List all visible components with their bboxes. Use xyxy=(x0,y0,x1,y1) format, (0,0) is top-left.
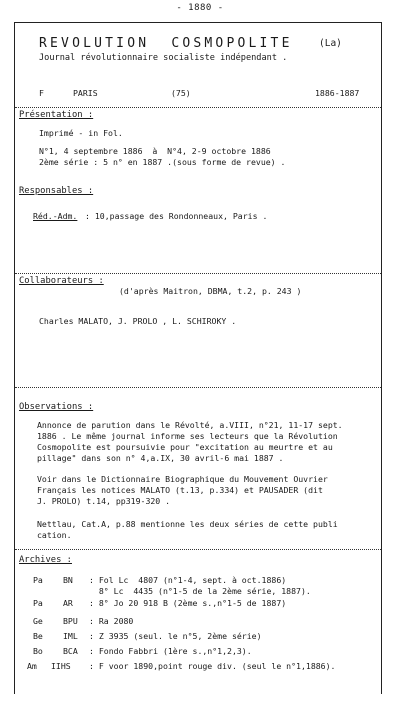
responsables-label: Réd.-Adm. xyxy=(33,211,78,221)
archive-location: Be xyxy=(33,631,43,641)
presentation-line: 2ème série : 5 n° en 1887 .(sous forme de revue) . xyxy=(39,157,286,167)
observation-line: Annonce de parution dans le Révolté, a.VIII, n°21, 11-17 sept. xyxy=(37,420,343,430)
archive-library: IML xyxy=(63,631,78,641)
responsables-heading: Responsables : xyxy=(19,186,94,196)
archive-location: Pa xyxy=(33,598,43,608)
years: 1886-1887 xyxy=(315,88,360,98)
archive-library: BPU xyxy=(63,616,78,626)
divider xyxy=(15,387,381,388)
page-number: - 1880 - xyxy=(176,3,224,13)
archive-location: Ge xyxy=(33,616,43,626)
journal-title-suffix: (La) xyxy=(319,38,342,49)
divider xyxy=(15,549,381,550)
collaborateurs-source: (d'après Maitron, DBMA, t.2, p. 243 ) xyxy=(119,286,302,296)
journal-title: REVOLUTION COSMOPOLITE xyxy=(39,36,293,51)
archive-library: AR xyxy=(63,598,73,608)
presentation-heading: Présentation : xyxy=(19,110,94,120)
presentation-line: N°1, 4 septembre 1886 à N°4, 2-9 octobre 1886 xyxy=(39,146,271,156)
presentation-line: Imprimé - in Fol. xyxy=(39,128,123,138)
archive-holding: : Fol Lc 4807 (n°1-4, sept. à oct.1886) xyxy=(89,575,287,585)
observations-heading: Observations : xyxy=(19,402,94,412)
archive-library: BCA xyxy=(63,646,78,656)
archive-location: Bo xyxy=(33,646,43,656)
catalog-card xyxy=(14,22,382,694)
department: (75) xyxy=(171,88,191,98)
journal-subtitle: Journal révolutionnaire socialiste indépendant . xyxy=(39,53,288,63)
observation-line: cation. xyxy=(37,530,72,540)
observation-line: Voir dans le Dictionnaire Biographique du Mouvement Ouvrier xyxy=(37,474,328,484)
archive-holding: : Z 3935 (seul. le n°5, 2ème série) xyxy=(89,631,262,641)
city: PARIS xyxy=(73,88,98,98)
archives-heading: Archives : xyxy=(19,555,72,565)
archive-library: IIHS xyxy=(51,661,71,671)
observation-line: Français les notices MALATO (t.13, p.334) et PAUSADER (dit xyxy=(37,485,323,495)
country-code: F xyxy=(39,88,44,98)
archive-holding: : Ra 2080 xyxy=(89,616,134,626)
archive-location: Pa xyxy=(33,575,43,585)
archive-holding: 8° Lc 4435 (n°1-5 de la 2ème série, 1887). xyxy=(89,586,311,596)
collaborateurs-names: Charles MALATO, J. PROLO , L. SCHIROKY . xyxy=(39,316,237,326)
archive-library: BN xyxy=(63,575,73,585)
divider xyxy=(15,107,381,108)
archive-location: Am xyxy=(27,661,37,671)
archive-holding: : Fondo Fabbri (1ère s.,n°1,2,3). xyxy=(89,646,252,656)
observation-line: pillage" dans son n° 4,a.IX, 30 avril-6 mai 1887 . xyxy=(37,453,284,463)
observation-line: J. PROLO) t.14, pp319-320 . xyxy=(37,496,171,506)
collaborateurs-heading: Collaborateurs : xyxy=(19,276,104,286)
observation-line: Nettlau, Cat.A, p.88 mentionne les deux séries de cette publi xyxy=(37,519,338,529)
observation-line: 1886 . Le même journal informe ses lecteurs que la Révolution xyxy=(37,431,338,441)
divider xyxy=(15,273,381,274)
responsables-value: : 10,passage des Rondonneaux, Paris . xyxy=(85,211,268,221)
archive-holding: : 8° Jo 20 918 B (2ème s.,n°1-5 de 1887) xyxy=(89,598,287,608)
archive-holding: : F voor 1890,point rouge div. (seul le n°1,1886). xyxy=(89,661,336,671)
observation-line: Cosmopolite est poursuivie pour "excitation au meurtre et au xyxy=(37,442,333,452)
